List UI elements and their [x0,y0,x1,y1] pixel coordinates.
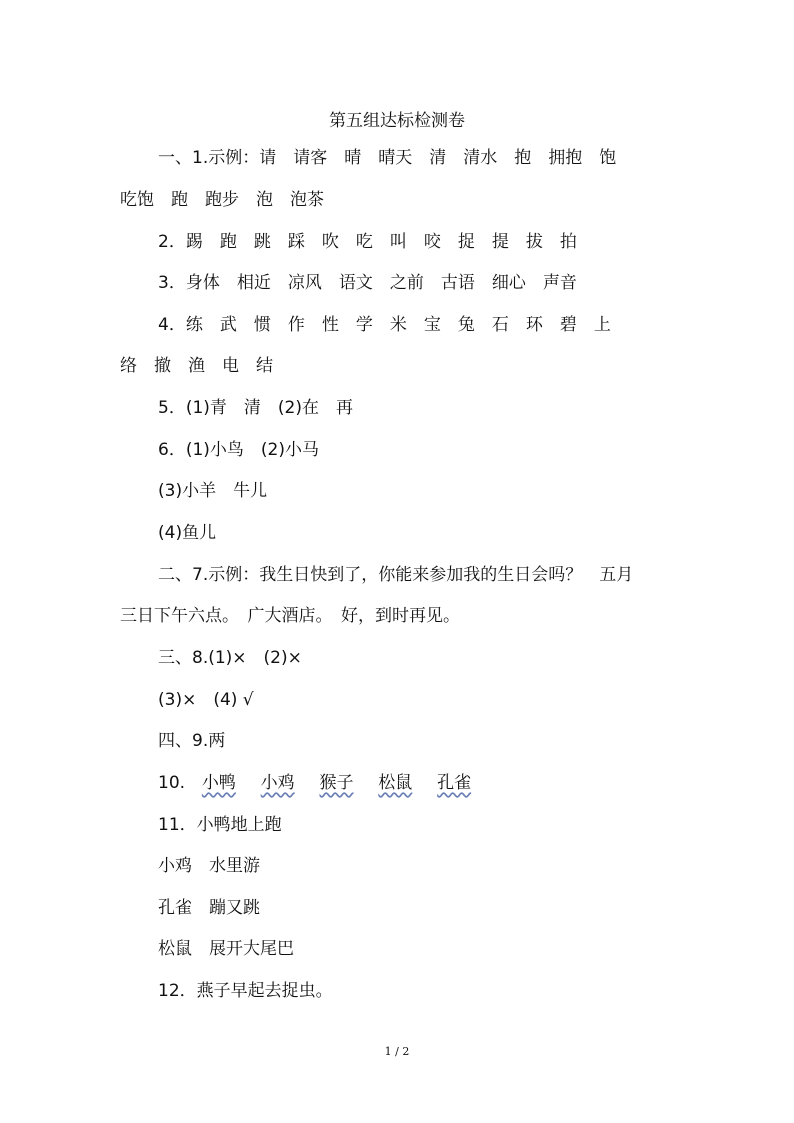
answer-line-2: 吃饱 跑 跑步 泡 泡茶 [120,190,324,210]
answer-line-8: 6．(1)小鸟 (2)小马 [158,440,319,460]
page-number: 1 / 2 [384,1045,410,1058]
answer-line-13: 三、8.(1)× (2)× [158,648,302,668]
underlined-word: 小鸭 [201,773,236,793]
underlined-word: 孔雀 [437,773,472,793]
answer-line-4: 3．身体 相近 凉风 语文 之前 古语 细心 声音 [158,273,577,293]
answer-line-9: (3)小羊 牛儿 [158,481,268,501]
answer-line-10: (4)鱼儿 [158,523,217,543]
underlined-word: 猴子 [319,773,354,793]
answer-line-14: (3)× (4) √ [158,690,254,710]
answer-line-6: 络 撤 渔 电 结 [120,356,273,376]
answer-line-15: 四、9.两 [158,731,226,751]
underlined-word: 小鸡 [260,773,295,793]
answer-line-5: 4．练 武 惯 作 性 学 米 宝 兔 石 环 碧 上 [158,315,611,335]
answer-line-19: 孔雀 蹦又跳 [158,898,260,918]
answer-line-18: 小鸡 水里游 [158,856,260,876]
answer-line-20: 松鼠 展开大尾巴 [158,939,294,959]
answer-line-21: 12．燕子早起去捉虫。 [158,981,333,1001]
page-title: 第五组达标检测卷 [329,111,465,131]
answer-line-17: 11．小鸭地上跑 [158,815,282,835]
underlined-word: 松鼠 [378,773,413,793]
answer-line-12: 三日下午六点。 广大酒店。 好，到时再见。 [120,606,460,626]
answer-line-11: 二、7.示例：我生日快到了，你能来参加我的生日会吗？ 五月 [158,565,634,585]
answer-number: 10. [158,773,186,793]
answer-line-16 [158,772,471,794]
answer-line-3: 2．踢 跑 跳 踩 吹 吃 叫 咬 捉 提 拔 拍 [158,232,577,252]
answer-line-7: 5．(1)青 清 (2)在 再 [158,398,353,418]
answer-line-1: 一、1.示例：请 请客 晴 晴天 清 清水 抱 拥抱 饱 [158,148,617,168]
